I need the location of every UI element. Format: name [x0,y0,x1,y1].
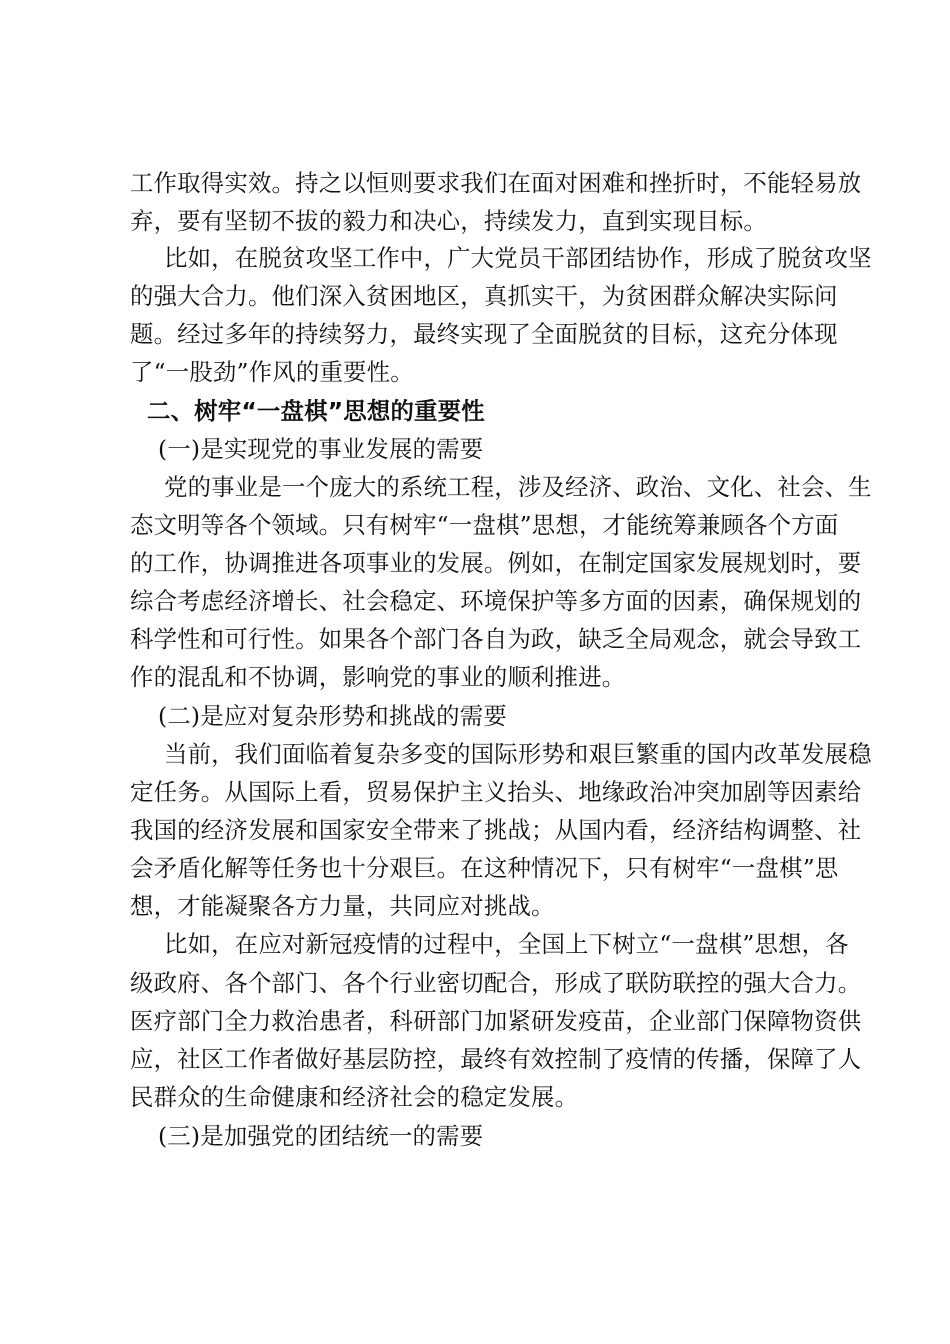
paragraph-line: 级政府、各个部门、各个行业密切配合，形成了联防联控的强大合力。 [130,969,862,997]
paragraph-line: 想，才能凝聚各方力量，共同应对挑战。 [130,892,555,920]
paragraph-line: 医疗部门全力救治患者，科研部门加紧研发疫苗，企业部门保障物资供 [130,1007,862,1035]
paragraph-line: 当前，我们面临着复杂多变的国际形势和艰巨繁重的国内改革发展稳 [164,740,872,768]
section-heading: 二、树牢“一盘棋”思想的重要性 [147,397,485,425]
paragraph-line: 科学性和可行性。如果各个部门各自为政，缺乏全局观念，就会导致工 [130,625,862,653]
paragraph-line: 的强大合力。他们深入贫困地区，真抓实干，为贫困群众解决实际问 [130,282,838,310]
paragraph-line: 弃，要有坚韧不拔的毅力和决心，持续发力，直到实现目标。 [130,207,767,235]
paragraph-line: 定任务。从国际上看，贸易保护主义抬头、地缘政治冲突加剧等因素给 [130,778,862,806]
subsection-heading: (一)是实现党的事业发展的需要 [158,435,484,463]
paragraph-line: 比如，在脱贫攻坚工作中，广大党员干部团结协作，形成了脱贫攻坚 [164,244,872,272]
subsection-heading: (二)是应对复杂形势和挑战的需要 [158,702,507,730]
paragraph-line: 的工作，协调推进各项事业的发展。例如，在制定国家发展规划时，要 [130,549,862,577]
paragraph-line: 了“一股劲”作风的重要性。 [130,358,414,386]
paragraph-line: 工作取得实效。持之以恒则要求我们在面对困难和挫折时，不能轻易放 [130,169,862,197]
paragraph-line: 题。经过多年的持续努力，最终实现了全面脱贫的目标，这充分体现 [130,320,838,348]
subsection-heading: (三)是加强党的团结统一的需要 [158,1122,484,1150]
paragraph-line: 应，社区工作者做好基层防控，最终有效控制了疫情的传播，保障了人 [130,1045,862,1073]
paragraph-line: 党的事业是一个庞大的系统工程，涉及经济、政治、文化、社会、生 [164,473,872,501]
paragraph-line: 我国的经济发展和国家安全带来了挑战；从国内看，经济结构调整、社 [130,816,862,844]
paragraph-line: 态文明等各个领域。只有树牢“一盘棋”思想，才能统筹兼顾各个方面 [130,511,839,539]
paragraph-line: 综合考虑经济增长、社会稳定、环境保护等多方面的因素，确保规划的 [130,587,862,615]
paragraph-line: 民群众的生命健康和经济社会的稳定发展。 [130,1083,579,1111]
paragraph-line: 比如，在应对新冠疫情的过程中，全国上下树立“一盘棋”思想，各 [164,930,849,958]
paragraph-line: 会矛盾化解等任务也十分艰巨。在这种情况下，只有树牢“一盘棋”思 [130,854,839,882]
paragraph-line: 作的混乱和不协调，影响党的事业的顺利推进。 [130,663,626,691]
